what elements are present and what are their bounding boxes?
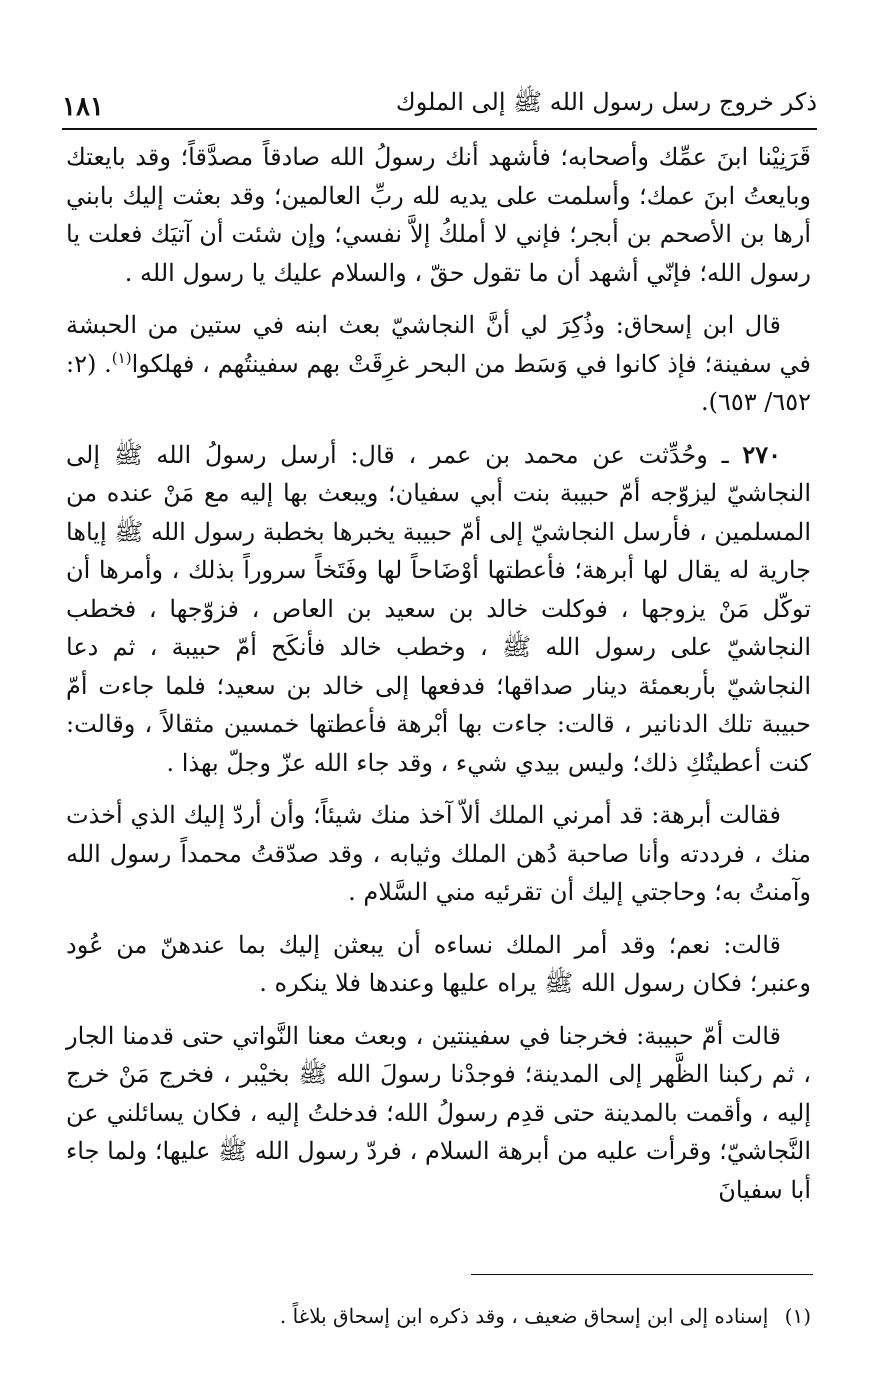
citation-reference: . (٢: ٦٥٢/ ٦٥٣). <box>66 349 811 416</box>
footnote-divider <box>471 1274 813 1275</box>
main-text <box>66 138 811 1223</box>
page-number: ١٨١ <box>62 92 104 122</box>
footnote-text: إسناده إلى ابن إسحاق ضعيف ، وقد ذكره ابن إسحاق بلاغاً . <box>279 1304 769 1328</box>
paragraph-perfume <box>66 926 811 1003</box>
paragraph-umm-habiba <box>66 1017 811 1210</box>
footnote-number: (١) <box>784 1304 811 1328</box>
paragraph-abraha <box>66 796 811 912</box>
paragraph-text: ـ وحُدِّثت عن محمد بن عمر ، قال: أرسل رسولُ الله ﷺ إلى النجاشيّ ليزوّجه أمّ حبيبة بنت أبي سفيان؛ ويبعث بها إليه مع مَنْ عنده من المسلمين ، فأرسل النجاشيّ إلى أمّ حبيبة يخبرها بخطبة رسول الله ﷺ إياها جارية له يقال لها أبرهة؛ فأعطتها أوْضَاحاً لها وفَتَخاً سروراً بذلك ، وأمرها أن توكّل مَنْ يزوجها ، فوكلت خالد بن سعيد بن العاص ، فزوّجها ، فخطب النجاشيّ على رسول الله ﷺ ، وخطب خالد فأنكَح أمّ حبيبة ، ثم دعا النجاشيّ بأربعمئة دينار صداقها؛ فدفعها إلى خالد بن سعيد؛ فلما جاءت أمّ حبيبة تلك الدنانير ، قالت: جاءت بها أبْرهة فأعطتها خمسين مثقالاً ، وقالت: كنت أعطيتُكِ ذلك؛ وليس بيدي شيء ، وقد جاء الله عزّ وجلّ بهذا . <box>66 440 811 777</box>
paragraph-letter-end <box>66 138 811 292</box>
paragraph-text: قَرَنِيْنا ابنَ عمِّك وأصحابه؛ فأشهد أنك رسولُ الله صادقاً مصدَّقاً؛ وقد بايعتك وبايعتُ ابنَ عمك؛ وأسلمت على يديه لله ربِّ العالمين؛ وقد بعثت إليك بابني أرها بن الأصحم بن أبجر؛ فإني لا أملكُ إلاَّ نفسي؛ وإن شئت أن آتيَك فعلت يا رسول الله؛ فإنّي أشهد أن ما تقول حقّ ، والسلام عليك يا رسول الله . <box>66 143 811 287</box>
paragraph-270 <box>66 436 811 783</box>
paragraph-text: قالت: نعم؛ وقد أمر الملك نساءه أن يبعثن إليك بما عندهنّ من عُود وعنبر؛ فكان رسول الله ﷺ يراه عليها وعندها فلا ينكره . <box>66 930 811 997</box>
paragraph-ibn-ishaq <box>66 306 811 422</box>
footnote-reference: (١) <box>111 348 132 367</box>
header-title: ذكر خروج رسل رسول الله ﷺ إلى الملوك <box>395 88 817 116</box>
paragraph-text: قالت أمّ حبيبة: فخرجنا في سفينتين ، وبعث معنا النَّواتي حتى قدمنا الجار ، ثم ركبنا الظَّهر إلى المدينة؛ فوجدْنا رسولَ الله ﷺ بخيْبر ، فخرج مَنْ خرج إليه ، وأقمت بالمدينة حتى قدِم رسولُ الله؛ فدخلتُ إليه ، فكان يسائلني عن النَّجاشيّ؛ وقرأت عليه من أبرهة السلام ، فردّ رسول الله ﷺ عليها؛ ولما جاء أبا سفيانَ <box>66 1021 812 1204</box>
paragraph-text: قال ابن إسحاق: وذُكِرَ لي أنَّ النجاشيّ بعث ابنه في ستين من الحبشة في سفينة؛ فإذ كانوا في وَسَط من البحر غرِقَتْ بهم سفينتُهم ، فهلكوا <box>66 311 811 378</box>
report-number: ٢٧٠ <box>742 439 781 469</box>
paragraph-text: فقالت أبرهة: قد أمرني الملك ألاّ آخذ منك شيئاً؛ وأن أردّ إليك الذي أخذت منك ، فرددته وأنا صاحبة دُهن الملك وثيابه ، وقد صدّقتُ محمداً رسول الله وآمنتُ به؛ وحاجتي إليك أن تقرئيه مني السَّلام . <box>66 801 811 906</box>
footnote <box>66 1302 811 1330</box>
running-header <box>62 80 817 130</box>
